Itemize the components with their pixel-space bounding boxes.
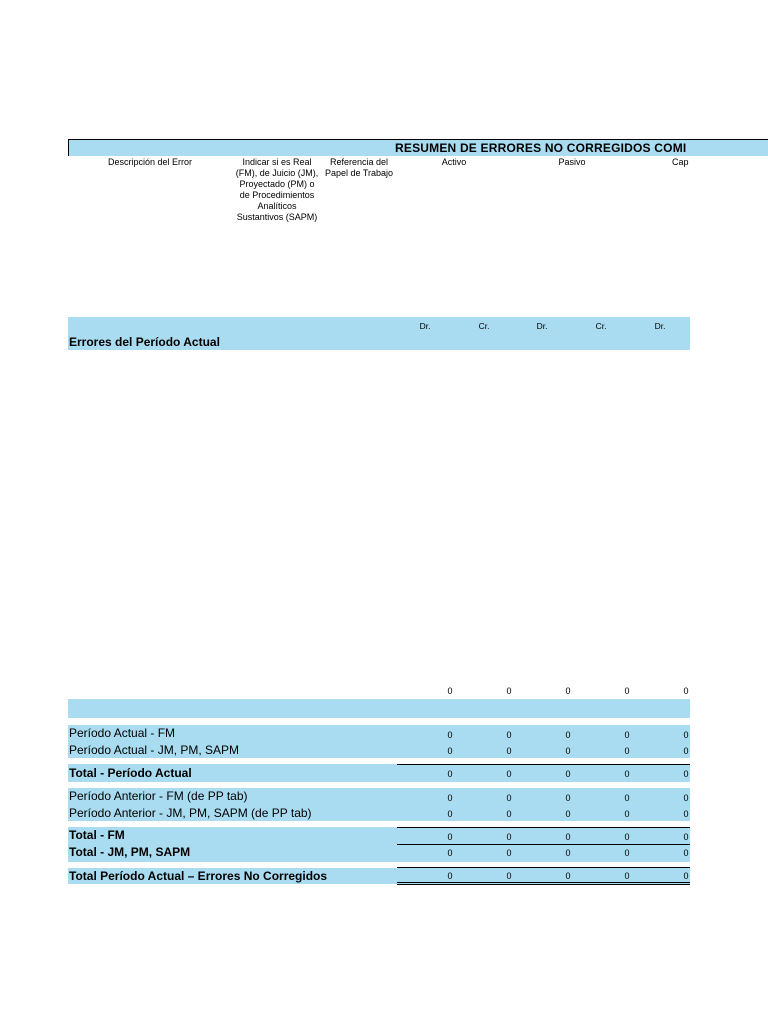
- cell-value: 0: [683, 769, 689, 779]
- cell-value: 0: [683, 686, 689, 696]
- dr-label: Dr.: [419, 321, 431, 331]
- cell-value: 0: [506, 730, 512, 740]
- cell-value: 0: [624, 769, 630, 779]
- cell-value: 0: [624, 832, 630, 842]
- cell-value: 0: [565, 686, 571, 696]
- cell-value: 0: [624, 746, 630, 756]
- row-label-total-period-actual: Total - Período Actual: [69, 766, 192, 780]
- cell-value: 0: [506, 746, 512, 756]
- cell-value: 0: [683, 871, 689, 881]
- cell-value: 0: [565, 832, 571, 842]
- cell-value: 0: [565, 730, 571, 740]
- cell-value: 0: [447, 769, 453, 779]
- cell-value: 0: [683, 809, 689, 819]
- col-header-activo: Activo: [441, 157, 467, 167]
- row-label-period-anterior-jm: Período Anterior - JM, PM, SAPM (de PP tab): [69, 806, 312, 820]
- row-label-total-fm: Total - FM: [69, 828, 125, 842]
- cell-value: 0: [565, 746, 571, 756]
- cell-value: 0: [506, 686, 512, 696]
- total-underline: [397, 844, 690, 845]
- cell-value: 0: [447, 686, 453, 696]
- cell-value: 0: [565, 769, 571, 779]
- col-header-pasivo: Pasivo: [558, 157, 586, 167]
- total-underline: [397, 764, 690, 765]
- cell-value: 0: [624, 793, 630, 803]
- grand-total-double-underline: [397, 882, 690, 885]
- total-underline: [397, 827, 690, 828]
- cell-value: 0: [506, 769, 512, 779]
- cell-value: 0: [565, 871, 571, 881]
- total-underline: [397, 867, 690, 868]
- cell-value: 0: [447, 871, 453, 881]
- section-title-current: Errores del Período Actual: [69, 335, 220, 349]
- col-header-referencia: Referencia del Papel de Trabajo: [324, 157, 394, 178]
- dr-label: Dr.: [536, 321, 548, 331]
- cell-value: 0: [447, 730, 453, 740]
- cell-value: 0: [506, 848, 512, 858]
- cell-value: 0: [683, 730, 689, 740]
- cell-value: 0: [683, 832, 689, 842]
- cell-value: 0: [506, 832, 512, 842]
- cell-value: 0: [565, 793, 571, 803]
- col-header-capital: Cap: [672, 157, 689, 167]
- cell-value: 0: [447, 832, 453, 842]
- row-label-period-actual-fm: Período Actual - FM: [69, 726, 176, 740]
- cell-value: 0: [624, 848, 630, 858]
- row-label-grand-total: Total Período Actual – Errores No Corregidos: [69, 869, 328, 883]
- cr-label: Cr.: [595, 321, 607, 331]
- cell-value: 0: [506, 809, 512, 819]
- row-label-period-actual-jm: Período Actual - JM, PM, SAPM: [69, 743, 240, 757]
- col-header-indicar: Indicar si es Real (FM), de Juicio (JM), Proyectado (PM) o de Procedimientos Analíticos Sustantivos (SAPM): [235, 157, 319, 222]
- cell-value: 0: [565, 848, 571, 858]
- report-title-bar: [68, 139, 768, 156]
- cell-value: 0: [624, 871, 630, 881]
- cell-value: 0: [683, 793, 689, 803]
- cell-value: 0: [447, 848, 453, 858]
- report-title: RESUMEN DE ERRORES NO CORREGIDOS COMI: [395, 141, 687, 155]
- cell-value: 0: [506, 871, 512, 881]
- cr-label: Cr.: [478, 321, 490, 331]
- row-label-total-jm: Total - JM, PM, SAPM: [69, 845, 191, 859]
- dr-label: Dr.: [654, 321, 666, 331]
- cell-value: 0: [683, 848, 689, 858]
- cell-value: 0: [447, 793, 453, 803]
- row-label-period-anterior-fm: Período Anterior - FM (de PP tab): [69, 789, 248, 803]
- col-header-descripcion: Descripción del Error: [107, 157, 193, 167]
- cell-value: 0: [447, 746, 453, 756]
- cell-value: 0: [624, 809, 630, 819]
- empty-band: [68, 699, 690, 718]
- cell-value: 0: [565, 809, 571, 819]
- cell-value: 0: [624, 686, 630, 696]
- cell-value: 0: [624, 730, 630, 740]
- cell-value: 0: [447, 809, 453, 819]
- cell-value: 0: [506, 793, 512, 803]
- cell-value: 0: [683, 746, 689, 756]
